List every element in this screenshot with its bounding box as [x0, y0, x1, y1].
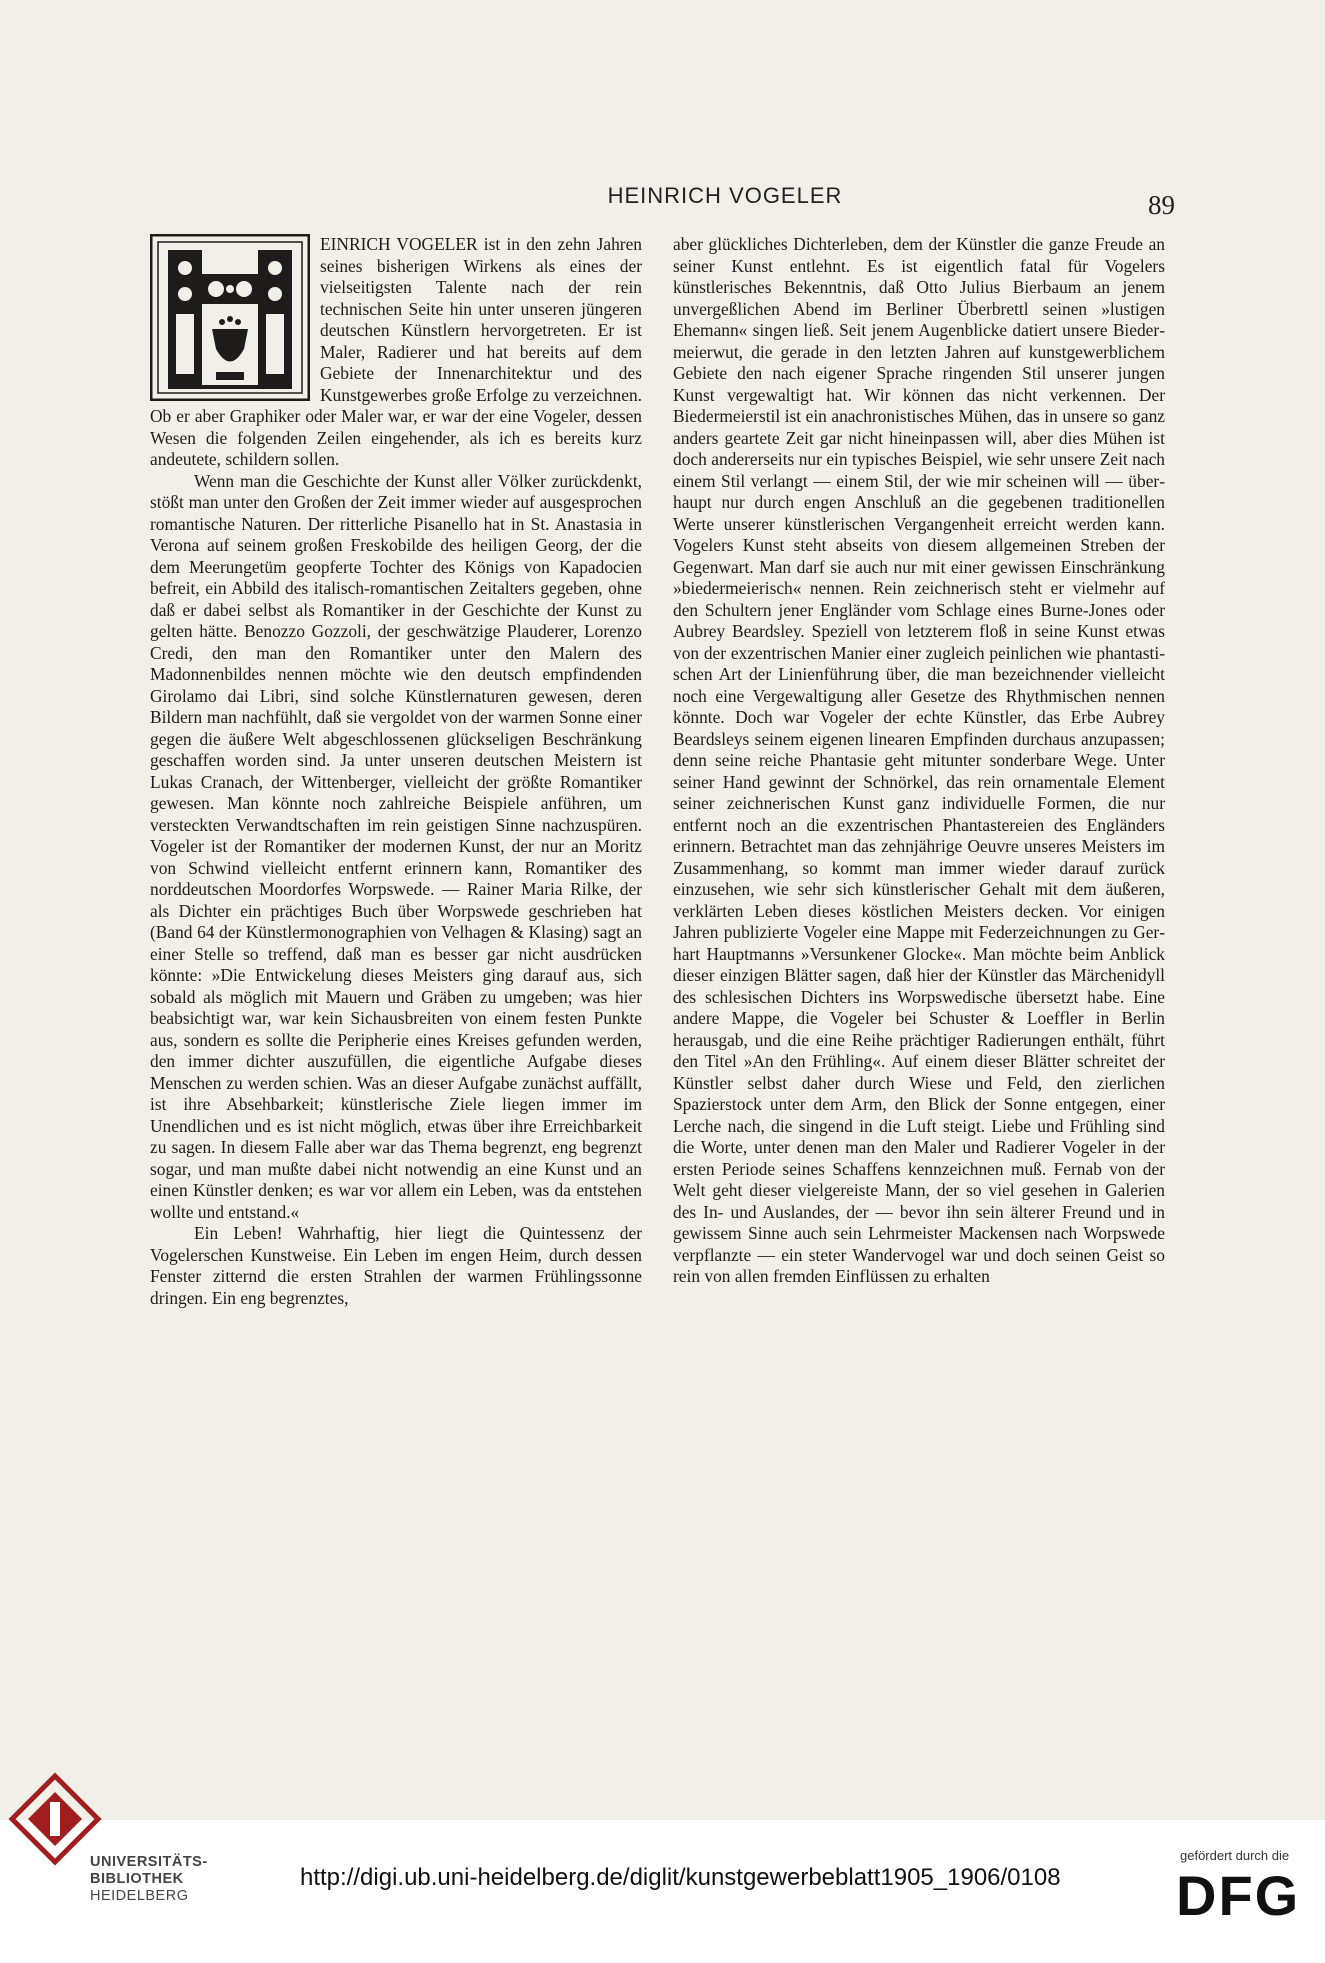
ornamental-initial-h-icon [150, 234, 310, 401]
library-name-line2: BIBLIOTHEK [90, 1871, 184, 1887]
university-library-logo-icon [8, 1772, 103, 1867]
paragraph-ein-leben: Ein Leben! Wahrhaftig, hier liegt die Quintessenz der Vogelerschen Kunstweise. Ein Leben im engen Heim, durch dessen Fenster zitternd die ersten Strahlen der warmen Frühlingssonne dringen. Ein eng begrenztes, [150, 1223, 642, 1308]
dfg-logo: DFG [1176, 1864, 1301, 1927]
right-column [673, 234, 1165, 1288]
page-number: 89 [1148, 190, 1175, 220]
library-name-line1: UNIVERSITÄTS- [90, 1854, 208, 1870]
paragraph-romanticism: Wenn man die Geschichte der Kunst aller Völker zurückdenkt, stößt man unter den Großen der Zeit immer wieder auf ausgesprochen romantische Naturen. Der ritterliche Pisanello hat in St. Anastasia in Verona auf seinem großen Freskobilde des heiligen Georg, der die dem Meerungetüm geopferte Tochter des Königs von Kapadocien befreit, ein Abbild des italisch-romantischen Zeitalters gegeben, ohne daß er dabei selbst als Romantiker in der Geschichte der Kunst zu gelten hätte. Benozzo Gozzoli, der geschwätzige Plauderer, Lorenzo Credi, den man den Romantiker unter den Malern des Madonnenbildes nennen möchte wie den deutsch empfindenden Girolamo dai Libri, sind solche Künstlernaturen gewesen, deren Bildern man nachfühlt, daß sie vergoldet von der warmen Sonne einer gegen die äußere Welt abgeschlossenen glückseligen Beschränkung geschaffen worden sind. Ja unter unseren deutschen Meistern ist Lukas Cranach, der Wittenberger, vielleicht der größte Romantiker gewesen. Man könnte noch zahlreiche Beispiele anführen, um versteckten Verwandtschaften im rein geistigen Sinne nachzuspüren. Vogeler ist der Romantiker der modernen Kunst, der nur an Moritz von Schwind vielleicht entfernt erinnern kann, Romantiker des norddeutschen Moordorfes Worpswede. — Rainer Maria Rilke, der als Dichter ein prächtiges Buch über Worpswede geschrieben hat (Band 64 der Künstlermonographien von Velhagen & Klasing) sagt an einer Stelle so treffend, daß man es besser gar nicht ausdrücken könnte: »Die Entwickelung dieses Meisters ging darauf aus, sich sobald als möglich mit Mauern und Gräben zu umgeben; was hier beabsichtigt war, war kein Sichausbreiten von einem festen Punkte aus, sondern es sollte die Peripherie eines Kreises gefunden werden, den immer dichter auszufüllen, die eigentliche Aufgabe dieses Menschen zu werden schien. Was an dieser Aufgabe zunächst auffällt, ist ihre Absehbarkeit; künstlerische Ziele liegen immer im Unendlichen und es ist nicht möglich, etwas über ihre Erreichbarkeit zu sagen. In diesem Falle aber war das Thema begrenzt, eng begrenzt sogar, und man mußte dabei nicht notwendig an eine Kunst und an einen Künstler denken; es war vor allem ein Leben, was da entstehen wollte und entstand.« [150, 470, 642, 1222]
paragraph-intro: EINRICH VOGELER ist in den zehn Jahren seines bisherigen Wirkens als eines der vielseitigsten Talente nach der rein technischen Seite hin unter unseren jüngeren deutschen Künstlern hervorgetreten. Er ist Maler, Radierer und hat bereits auf dem Gebiete der Innenarchitektur und des Kunstgewerbes große Erfolge zu verzeichnen. Ob er aber Graphiker oder Maler war, er war der eine Vogeler, dessen Wesen die folgenden Zeilen eingehender, als ich es bereits kurz andeutete, schildern sollen. [150, 234, 642, 469]
source-url-link[interactable]: http://digi.ub.uni-heidelberg.de/diglit/kunstgewerbeblatt1905_1906/0108 [300, 1864, 1061, 1891]
library-name-line3: HEIDELBERG [90, 1888, 189, 1904]
paragraph-continuation: aber glückliches Dichterleben, dem der Künstler die ganze Freude an seiner Kunst entlehnt. Es ist eigentlich fatal für Vogelers künstlerisches Bekenntnis, daß Otto Julius Bierbaum an jenem unvergeßlichen Abend im Berliner Überbrettl seinen »lustigen Ehemann« singen ließ. Seit jenem Augenblicke datiert unsere Biedermeierwut, die gerade in den letzten Jahren auf kunstgewerblichem Gebiete den nach eigener Sprache ringenden Stil unserer jungen Kunst vergewaltigt hat. Wir können das nicht verkennen. Der Biedermeierstil ist ein anachronistisches Mühen, das in unsere so ganz anders geartete Zeit gar nicht hineinpassen will, aber dies Mühen ist doch andererseits nur ein typisches Beispiel, wie sehr unsere Zeit nach einem Stil verlangt — einem Stil, der wie mir scheinen will — überhaupt nur durch engen Anschluß an die gegebenen traditionellen Werte unserer künstlerischen Vergangenheit erreicht werden kann. Vogelers Kunst steht abseits von diesem allgemeinen Streben der Gegenwart. Man darf sie auch nur mit einer gewissen Einschränkung »biedermeierisch« nennen. Rein zeichnerisch steht er vielmehr auf den Schultern jener Engländer vom Schlage eines Burne-Jones oder Aubrey Beardsley. Speziell von letzterem floß in seine Kunst etwas von der exzentrischen Manier einer zugleich peinlichen wie phantastischen Art der Linienführung über, die man bezeichnender vielleicht noch eine Vergewaltigung aller Gesetze des Rhythmischen nennen könnte. Doch war Vogeler der echte Künstler, das Erbe Aubrey Beardsleys seinem eigenen linearen Empfinden durchaus anzupassen; denn seine reiche Phantasie geht mitunter sonderbare Wege. Unter seiner Hand gewinnt der Schnörkel, das rein ornamentale Element seiner zeichnerischen Kunst ganz individuelle Formen, die nur entfernt noch an die exzentrischen Phantastereien des Engländers erinnern. Betrachtet man das zehnjährige Oeuvre unseres Meisters im Zusammenhang, so kommt man immer wieder darauf zurück einzusehen, wie sehr sich künstlerischer Gehalt mit dem äußeren, verklärten Leben dieses köstlichen Meisters decken. Vor einigen Jahren publizierte Vogeler eine Mappe mit Federzeichnungen zu Gerhart Hauptmanns »Versunkener Glocke«. Man möchte beim Anblick dieser einzigen Blätter sagen, daß hier der Künstler das Märchenidyll des schlesischen Dichters ins Worpswedische übersetzt habe. Eine andere Mappe, die Vogeler bei Schuster & Loeffler in Berlin herausgab, und die eine Reihe prächtiger Radierungen enthält, führt den Titel »An den Frühling«. Auf einem dieser Blätter schreitet der Künstler selbst daher durch Wiese und Feld, den zierlichen Spazierstock unter dem Arm, den Blick der Sonne entgegen, einer Lerche nach, die singend in die Luft steigt. Liebe und Frühling sind die Worte, unter denen man den Maler und Radierer Vogeler in der ersten Periode seines Schaffens kennzeichnen muß. Fernab von der Welt geht dieser vielgereiste Mann, der so viel gesehen in Galerien des In- und Auslandes, der — bevor ihn sein älterer Freund und in gewissem Sinne auch sein Lehrmeister Mackensen nach Worpswede verpflanzte — ein steter Wandervogel war und doch seinen Geist so rein von allen fremden Einflüssen zu erhalten [673, 234, 1165, 1286]
left-column [150, 234, 642, 1309]
library-name [90, 1854, 208, 1905]
running-title: HEINRICH VOGELER [607, 183, 843, 208]
funding-note: gefördert durch die [1180, 1848, 1290, 1863]
